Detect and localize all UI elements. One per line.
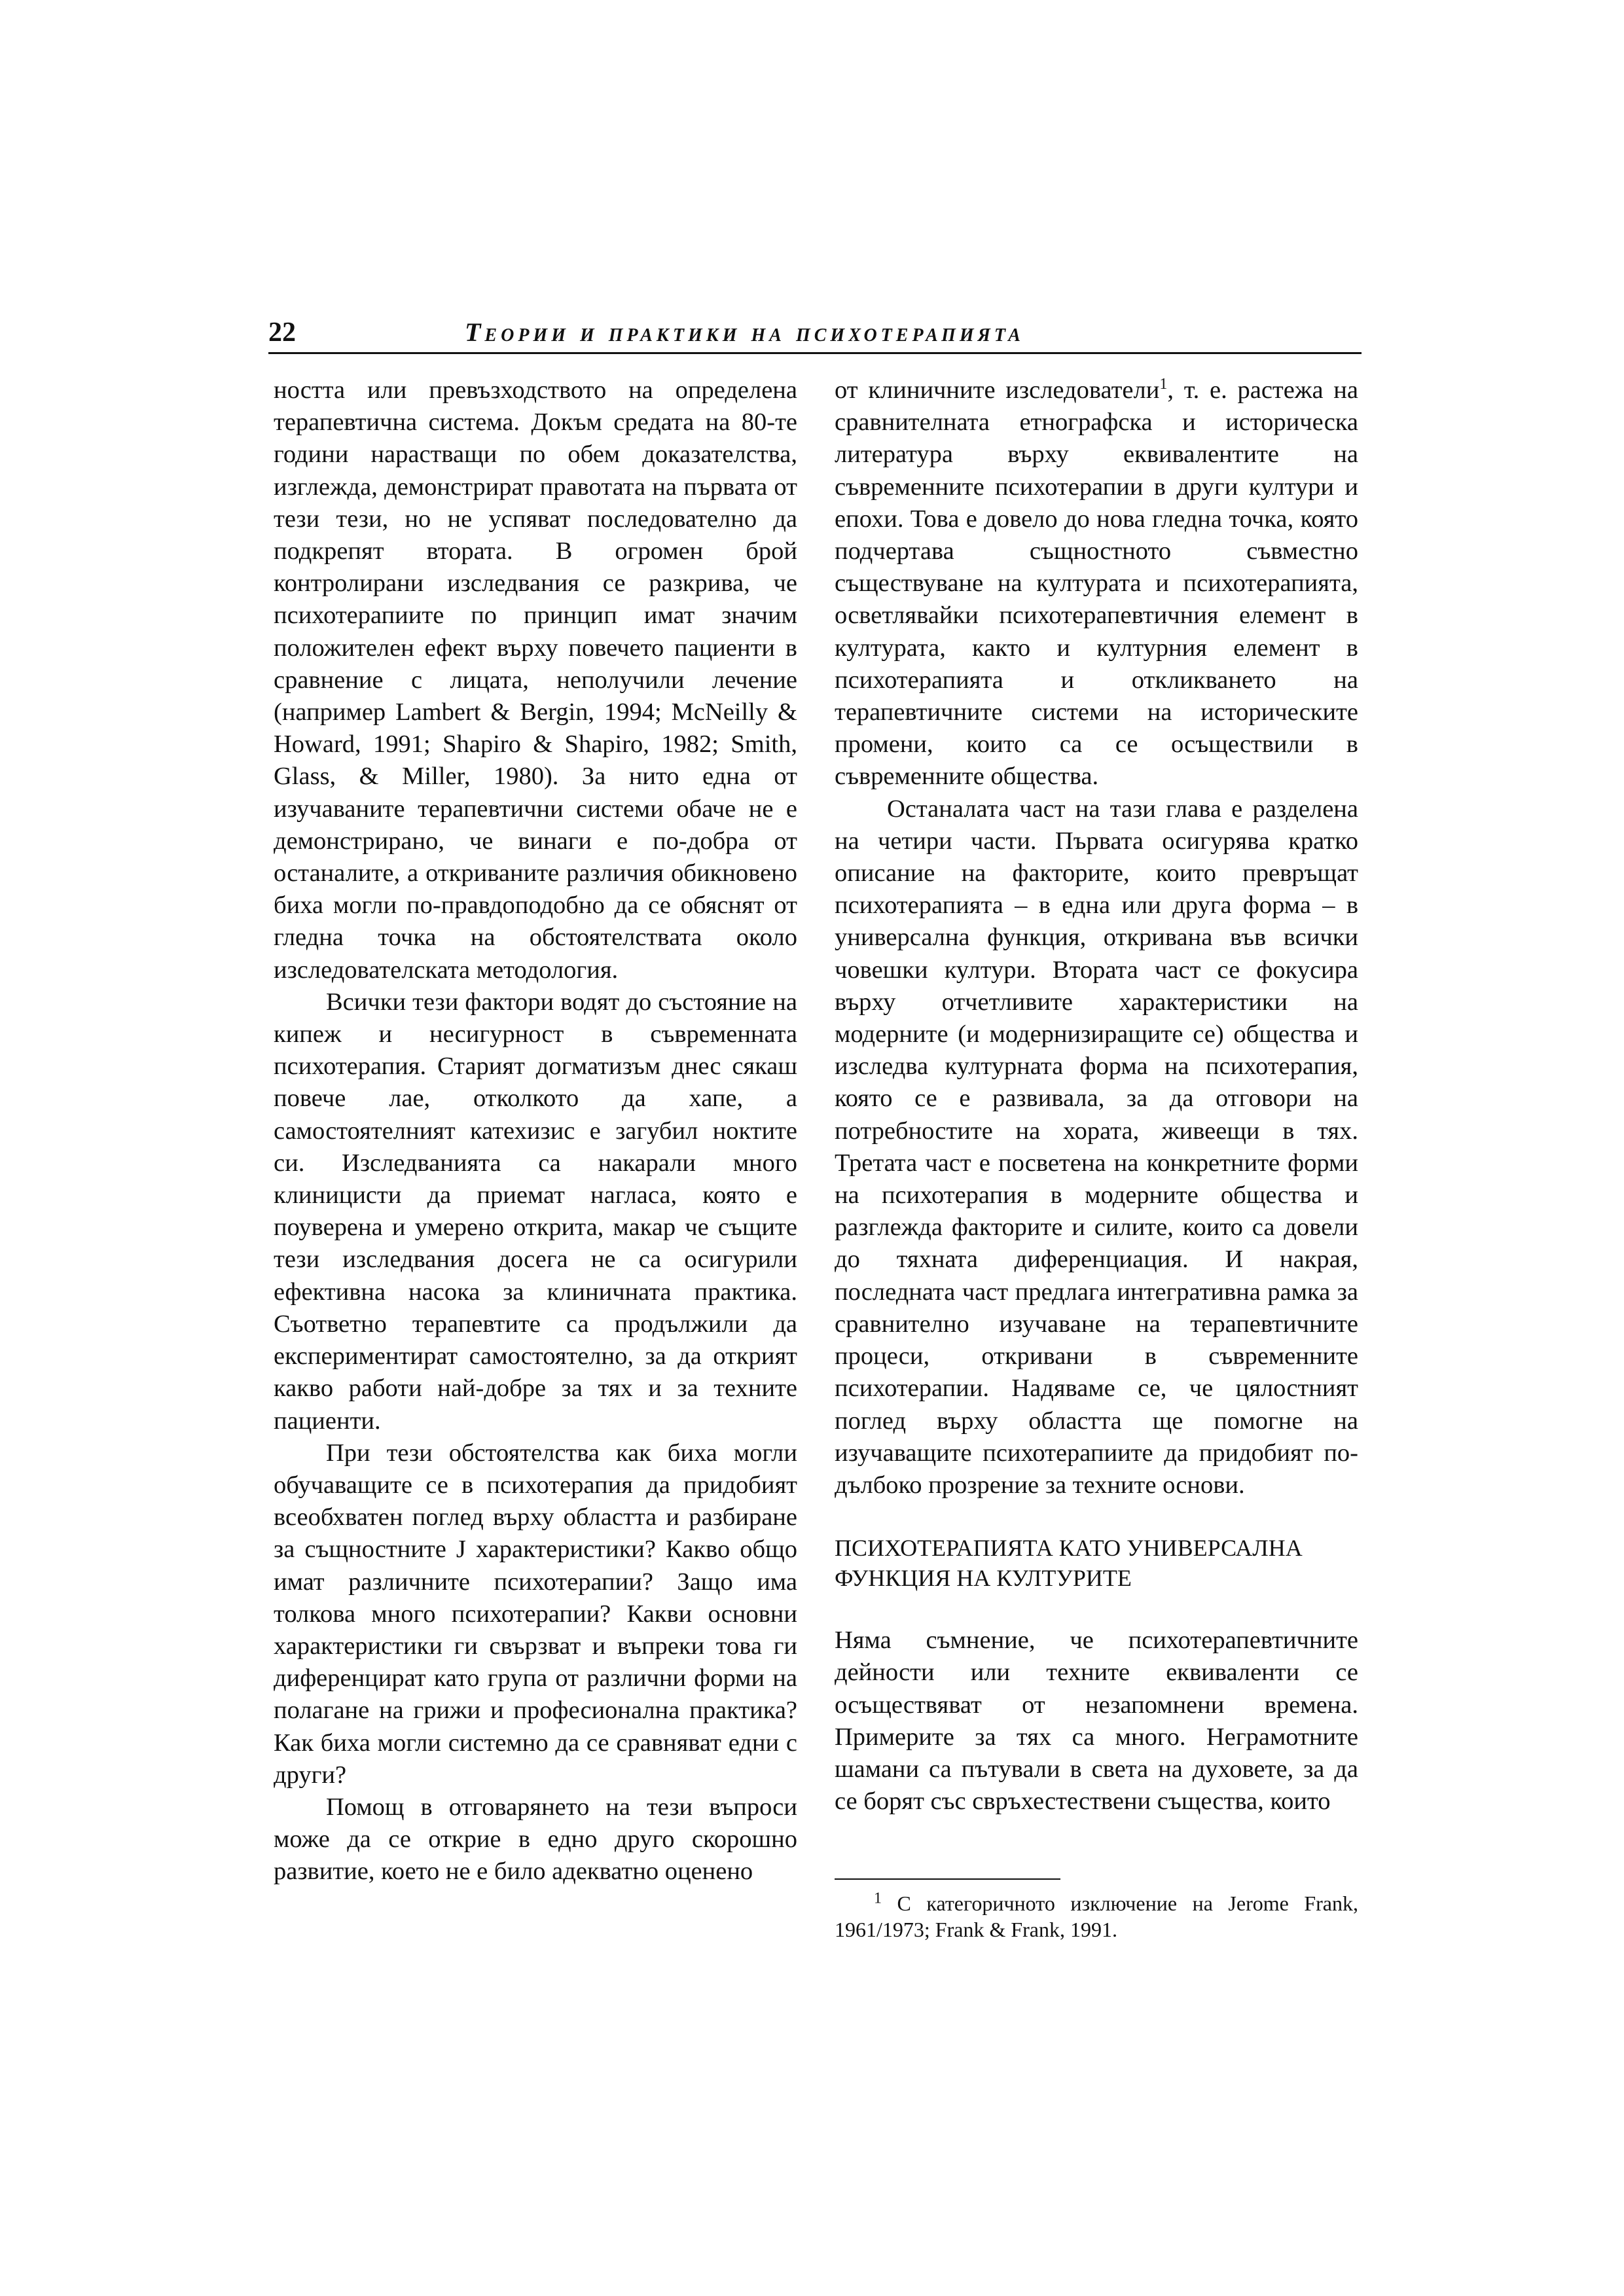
footnote-marker: 1 (874, 1890, 882, 1907)
footnote-text: С категоричното изключение на Jerome Frank, 1961/1973; Frank & Frank, 1991. (835, 1892, 1358, 1941)
left-column (274, 374, 797, 1888)
paragraph-text: , т. е. растежа на сравнителната етнографска и историческа литература върху еквивалентите на съвременните психотерапии в други култури и епохи. Това е довело до нова гледна точка, която подчертава същностното съвместно съществуване на културата и психотерапията, осветлявайки психотерапевтичния елемент в културата, както и културния елемент в психотерапията и откликването на терапевтичните системи на историческите промени, които са се осъществили в съвременните общества. (835, 376, 1358, 791)
paragraph (835, 374, 1358, 793)
paragraph: Няма съмнение, че психотерапевтичните дейности или техните еквиваленти се осъществяват от незапомнени времена. Примерите за тях са много. Неграмотните шамани са пътували в света на духовете, за да се борят със свръхестествени същества, които (835, 1626, 1358, 1816)
running-title: Теории и практики на психотерапията (465, 317, 1024, 347)
running-header (268, 313, 1362, 354)
section-heading: ПСИХОТЕРАПИЯТА КАТО УНИВЕРСАЛНА ФУНКЦИЯ НА КУЛТУРИТЕ (835, 1535, 1303, 1592)
paragraph: Останалата част на тази глава е разделена на четири части. Първата осигурява кратко описание на факторите, които превръщат психотерапията – в една или друга форма – в универсална функция, откривана във всички човешки култури. Втората част се фокусира върху отчетливите характеристики на модерните (и модернизиращите се) общества и изследва културната форма на психотерапия, която се е развивала, за да отговори на потребностите на хората, живеещи в тях. Третата част е посветена на конкретните форми на психотерапия в модерните общества и разглежда факторите и силите, които са довели до тяхната диференциация. И накрая, последната част предлага интегративна рамка за сравнително изучаване на терапевтичните процеси, откривани в съвременните психотерапии. Надяваме се, че цялостният поглед върху областта ще помогне на изучаващите психотерапиите да придобият по-дълбоко прозрение за техните основи. (835, 795, 1358, 1499)
footnote-separator (835, 1878, 1060, 1880)
paragraph: Всички тези фактори водят до състояние на кипеж и несигурност в съвременната психотерапия. Старият догматизъм днес сякаш повече лае, отколкото да хапе, а самостоятелният катехизис е загубил ноктите си. Изследванията са накарали много клиницисти да приемат нагласа, която е поуверена и умерено открита, макар че същите тези изследвания досега не са осигурили ефективна насока за клиничната практика. Съответно терапевтите са продължили да експериментират самостоятелно, за да открият какво работи най-добре за тях и за техните пациенти. (274, 988, 797, 1435)
right-column (835, 374, 1358, 1818)
page-number: 22 (268, 317, 296, 348)
paragraph: При тези обстоятелства как биха могли обучаващите се в психотерапия да придобият всеобхватен поглед върху областта и разбиране за същностните J характеристики? Какво общо имат различните психотерапии? Защо има толкова много психотерапии? Какви основни характеристики ги свързват и въпреки това ги диференцират като група от различни форми на полагане на грижи и професионална практика? Как биха могли системно да се сравняват едни с други? (274, 1439, 797, 1789)
paragraph: ността или превъзходството на определена терапевтична система. Докъм средата на 80-те години нарастващи по обем доказателства, изглежда, демонстрират правотата на първата от тези тези, но не успяват последователно да подкрепят втората. В огромен брой контролирани изследвания се разкрива, че психотерапиите по принцип имат значим положителен ефект върху повечето пациенти в сравнение с лицата, неполучили лечение (например Lambert & Bergin, 1994; McNeilly & Howard, 1991; Shapiro & Shapiro, 1982; Smith, Glass, & Miller, 1980). За нито една от изучаваните терапевтични системи обаче не е демонстрирано, че винаги е по-добра от останалите, а откриваните различия обикновено биха могли по-правдоподобно да се обяснят от гледна точка на обстоятелствата около изследователската методология. (274, 376, 797, 984)
paragraph-text: от клиничните изследователи (835, 376, 1160, 404)
footnote-reference: 1 (1159, 376, 1168, 393)
paragraph: Помощ в отговарянето на тези въпроси може да се открие в едно друго скорошно развитие, което не е било адекватно оценено (274, 1793, 797, 1886)
footnote (835, 1890, 1358, 1943)
